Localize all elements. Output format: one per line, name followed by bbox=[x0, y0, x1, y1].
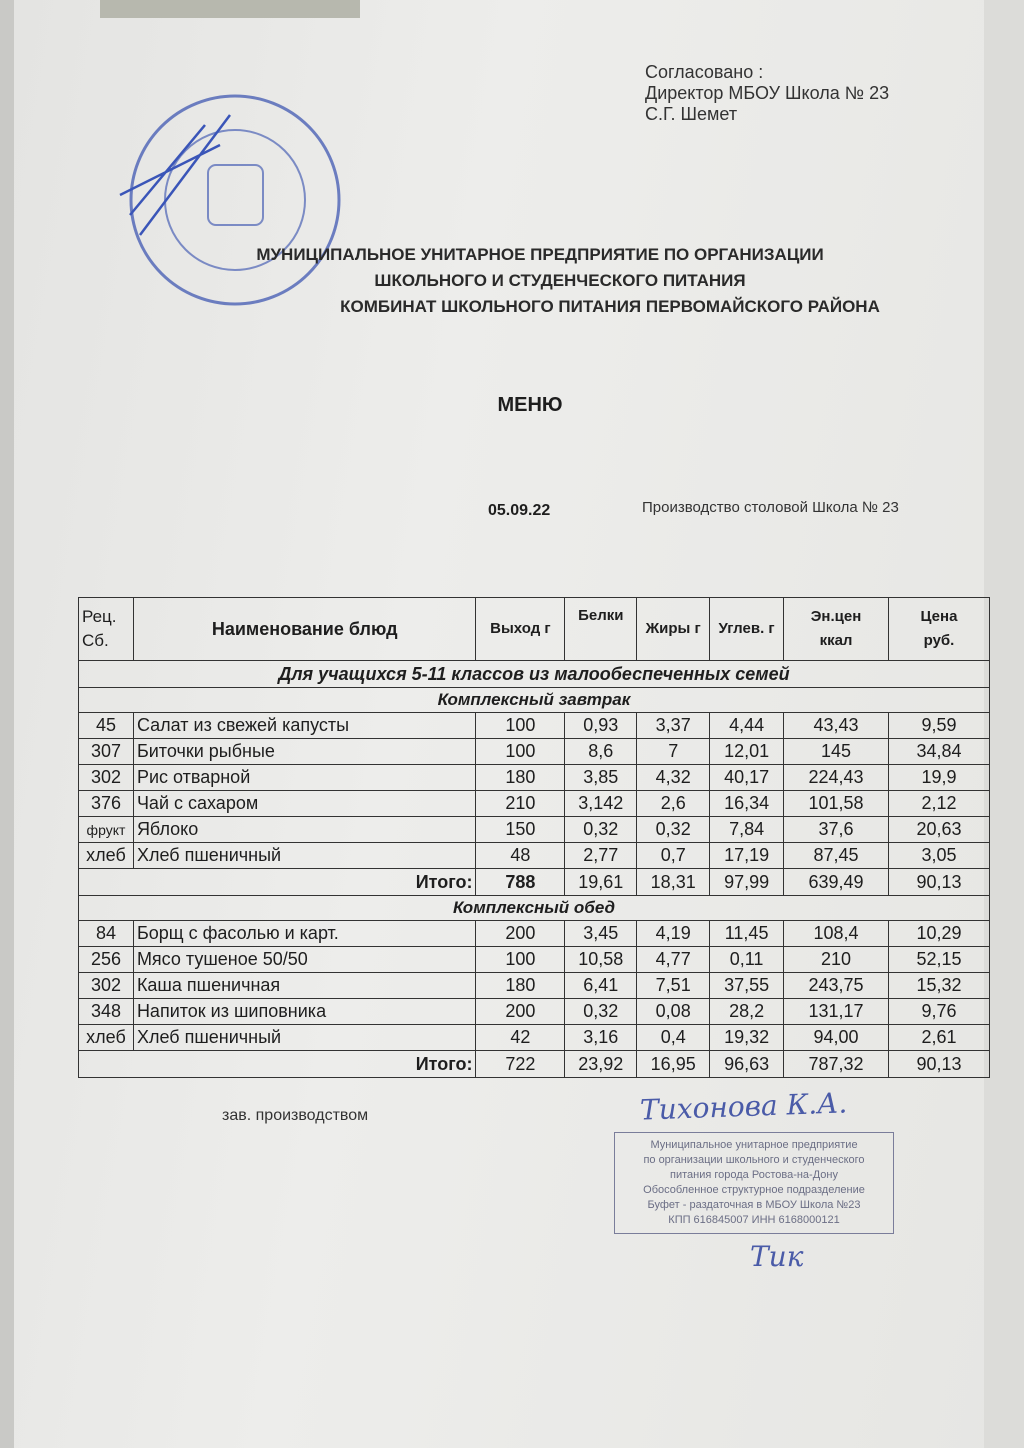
cell-energy: 37,6 bbox=[784, 817, 889, 843]
cell-yield: 100 bbox=[476, 739, 565, 765]
cell-name: Рис отварной bbox=[133, 765, 476, 791]
total-yield: 722 bbox=[476, 1051, 565, 1078]
cell-code: 256 bbox=[79, 947, 134, 973]
cell-fat: 3,37 bbox=[637, 713, 710, 739]
cell-energy: 210 bbox=[784, 947, 889, 973]
cell-protein: 3,16 bbox=[565, 1025, 637, 1051]
cell-energy: 145 bbox=[784, 739, 889, 765]
total-yield: 788 bbox=[476, 869, 565, 896]
table-row bbox=[79, 947, 990, 973]
background-sheet bbox=[984, 0, 1024, 1448]
stamp-line: Муниципальное унитарное предприятие bbox=[650, 1139, 858, 1151]
total-protein: 19,61 bbox=[565, 869, 637, 896]
total-energy: 787,32 bbox=[784, 1051, 889, 1078]
cell-name: Чай с сахаром bbox=[133, 791, 476, 817]
cell-yield: 100 bbox=[476, 713, 565, 739]
cell-price: 20,63 bbox=[888, 817, 989, 843]
cell-price: 15,32 bbox=[888, 973, 989, 999]
cell-yield: 210 bbox=[476, 791, 565, 817]
cell-fat: 4,77 bbox=[637, 947, 710, 973]
cell-protein: 2,77 bbox=[565, 843, 637, 869]
cell-protein: 10,58 bbox=[565, 947, 637, 973]
cell-fat: 7 bbox=[637, 739, 710, 765]
background-strip bbox=[100, 0, 360, 18]
cell-name: Напиток из шиповника bbox=[133, 999, 476, 1025]
cell-code: хлеб bbox=[79, 1025, 134, 1051]
cell-protein: 8,6 bbox=[565, 739, 637, 765]
table-row bbox=[79, 765, 990, 791]
cell-yield: 42 bbox=[476, 1025, 565, 1051]
cell-carbs: 0,11 bbox=[710, 947, 784, 973]
rectangular-stamp bbox=[614, 1132, 894, 1234]
cell-carbs: 37,55 bbox=[710, 973, 784, 999]
cell-yield: 180 bbox=[476, 973, 565, 999]
cell-protein: 0,32 bbox=[565, 999, 637, 1025]
cell-name: Мясо тушеное 50/50 bbox=[133, 947, 476, 973]
organization-header bbox=[150, 242, 970, 320]
document-title: МЕНЮ bbox=[497, 394, 563, 416]
group-row bbox=[79, 661, 990, 688]
cell-protein: 6,41 bbox=[565, 973, 637, 999]
cell-fat: 0,4 bbox=[637, 1025, 710, 1051]
total-row bbox=[79, 869, 990, 896]
header-fat: Жиры г bbox=[637, 598, 710, 661]
cell-carbs: 19,32 bbox=[710, 1025, 784, 1051]
cell-name: Борщ с фасолью и карт. bbox=[133, 921, 476, 947]
cell-code: 376 bbox=[79, 791, 134, 817]
cell-carbs: 16,34 bbox=[710, 791, 784, 817]
total-label: Итого: bbox=[79, 1051, 476, 1078]
cell-yield: 150 bbox=[476, 817, 565, 843]
cell-price: 2,61 bbox=[888, 1025, 989, 1051]
cell-energy: 131,17 bbox=[784, 999, 889, 1025]
cell-fat: 7,51 bbox=[637, 973, 710, 999]
cell-code: фрукт bbox=[79, 817, 134, 843]
header-price: Цена руб. bbox=[888, 598, 989, 661]
cell-code: 302 bbox=[79, 973, 134, 999]
table-header bbox=[79, 598, 990, 661]
section-row bbox=[79, 688, 990, 713]
cell-name: Салат из свежей капусты bbox=[133, 713, 476, 739]
header-name: Наименование блюд bbox=[133, 598, 476, 661]
cell-price: 9,76 bbox=[888, 999, 989, 1025]
cell-price: 3,05 bbox=[888, 843, 989, 869]
cell-carbs: 4,44 bbox=[710, 713, 784, 739]
production-label: Производство столовой Школа № 23 bbox=[642, 499, 899, 516]
cell-fat: 4,19 bbox=[637, 921, 710, 947]
signature: Тихонова К.А. bbox=[639, 1086, 848, 1127]
cell-yield: 200 bbox=[476, 999, 565, 1025]
cell-name: Яблоко bbox=[133, 817, 476, 843]
table-row bbox=[79, 817, 990, 843]
cell-carbs: 28,2 bbox=[710, 999, 784, 1025]
cell-yield: 200 bbox=[476, 921, 565, 947]
group-title: Для учащихся 5-11 классов из малообеспеченных семей bbox=[79, 661, 990, 688]
total-carbs: 97,99 bbox=[710, 869, 784, 896]
cell-code: 45 bbox=[79, 713, 134, 739]
table-row bbox=[79, 921, 990, 947]
cell-energy: 43,43 bbox=[784, 713, 889, 739]
cell-price: 9,59 bbox=[888, 713, 989, 739]
cell-protein: 3,85 bbox=[565, 765, 637, 791]
approval-line: Директор МБОУ Школа № 23 bbox=[645, 83, 890, 103]
cell-price: 34,84 bbox=[888, 739, 989, 765]
total-row bbox=[79, 1051, 990, 1078]
cell-code: 84 bbox=[79, 921, 134, 947]
cell-energy: 87,45 bbox=[784, 843, 889, 869]
total-carbs: 96,63 bbox=[710, 1051, 784, 1078]
cell-yield: 48 bbox=[476, 843, 565, 869]
cell-carbs: 7,84 bbox=[710, 817, 784, 843]
section-row bbox=[79, 896, 990, 921]
cell-energy: 224,43 bbox=[784, 765, 889, 791]
cell-carbs: 11,45 bbox=[710, 921, 784, 947]
cell-protein: 3,142 bbox=[565, 791, 637, 817]
cell-fat: 0,32 bbox=[637, 817, 710, 843]
total-price: 90,13 bbox=[888, 869, 989, 896]
cell-code: 302 bbox=[79, 765, 134, 791]
cell-carbs: 40,17 bbox=[710, 765, 784, 791]
cell-fat: 4,32 bbox=[637, 765, 710, 791]
total-label: Итого: bbox=[79, 869, 476, 896]
cell-fat: 0,08 bbox=[637, 999, 710, 1025]
header-carbs: Углев. г bbox=[710, 598, 784, 661]
header-protein: Белки bbox=[565, 598, 637, 661]
menu-table bbox=[78, 597, 990, 1078]
approval-block bbox=[645, 62, 889, 125]
table-row bbox=[79, 999, 990, 1025]
cell-protein: 3,45 bbox=[565, 921, 637, 947]
stamp-line: Буфет - раздаточная в МБОУ Школа №23 bbox=[647, 1199, 861, 1211]
cell-yield: 100 bbox=[476, 947, 565, 973]
cell-energy: 101,58 bbox=[784, 791, 889, 817]
cell-name: Биточки рыбные bbox=[133, 739, 476, 765]
section-title: Комплексный обед bbox=[79, 896, 990, 921]
cell-price: 10,29 bbox=[888, 921, 989, 947]
org-line: МУНИЦИПАЛЬНОЕ УНИТАРНОЕ ПРЕДПРИЯТИЕ ПО ОРГАНИЗАЦИИ bbox=[256, 245, 824, 264]
header-yield: Выход г bbox=[476, 598, 565, 661]
header-code: Рец. Сб. bbox=[79, 598, 134, 661]
cell-code: 348 bbox=[79, 999, 134, 1025]
cell-energy: 108,4 bbox=[784, 921, 889, 947]
table-row bbox=[79, 713, 990, 739]
table-row bbox=[79, 843, 990, 869]
cell-fat: 0,7 bbox=[637, 843, 710, 869]
total-protein: 23,92 bbox=[565, 1051, 637, 1078]
cell-fat: 2,6 bbox=[637, 791, 710, 817]
cell-name: Хлеб пшеничный bbox=[133, 1025, 476, 1051]
signature-initials: Тик bbox=[750, 1240, 804, 1273]
cell-carbs: 17,19 bbox=[710, 843, 784, 869]
cell-price: 52,15 bbox=[888, 947, 989, 973]
table-body bbox=[79, 688, 990, 1078]
org-line: КОМБИНАТ ШКОЛЬНОГО ПИТАНИЯ ПЕРВОМАЙСКОГО РАЙОНА bbox=[340, 297, 880, 316]
approval-line: Согласовано : bbox=[645, 62, 764, 82]
total-energy: 639,49 bbox=[784, 869, 889, 896]
stamp-line: питания города Ростова-на-Дону bbox=[670, 1169, 838, 1181]
total-fat: 18,31 bbox=[637, 869, 710, 896]
table-row bbox=[79, 739, 990, 765]
cell-yield: 180 bbox=[476, 765, 565, 791]
cell-code: 307 bbox=[79, 739, 134, 765]
cell-price: 19,9 bbox=[888, 765, 989, 791]
cell-name: Каша пшеничная bbox=[133, 973, 476, 999]
cell-protein: 0,93 bbox=[565, 713, 637, 739]
section-title: Комплексный завтрак bbox=[79, 688, 990, 713]
table-row bbox=[79, 1025, 990, 1051]
header-energy: Эн.цен ккал bbox=[784, 598, 889, 661]
total-fat: 16,95 bbox=[637, 1051, 710, 1078]
cell-price: 2,12 bbox=[888, 791, 989, 817]
approval-line: С.Г. Шемет bbox=[645, 104, 738, 124]
cell-protein: 0,32 bbox=[565, 817, 637, 843]
menu-date: 05.09.22 bbox=[488, 502, 551, 519]
stamp-line: КПП 616845007 ИНН 6168000121 bbox=[668, 1214, 840, 1226]
stamp-line: Обособленное структурное подразделение bbox=[643, 1184, 865, 1196]
cell-energy: 243,75 bbox=[784, 973, 889, 999]
cell-energy: 94,00 bbox=[784, 1025, 889, 1051]
cell-carbs: 12,01 bbox=[710, 739, 784, 765]
cell-code: хлеб bbox=[79, 843, 134, 869]
stamp-line: по организации школьного и студенческого bbox=[643, 1154, 865, 1166]
footer-role: зав. производством bbox=[222, 1107, 369, 1124]
table-row bbox=[79, 973, 990, 999]
cell-name: Хлеб пшеничный bbox=[133, 843, 476, 869]
table-row bbox=[79, 791, 990, 817]
org-line: ШКОЛЬНОГО И СТУДЕНЧЕСКОГО ПИТАНИЯ bbox=[374, 271, 746, 290]
total-price: 90,13 bbox=[888, 1051, 989, 1078]
